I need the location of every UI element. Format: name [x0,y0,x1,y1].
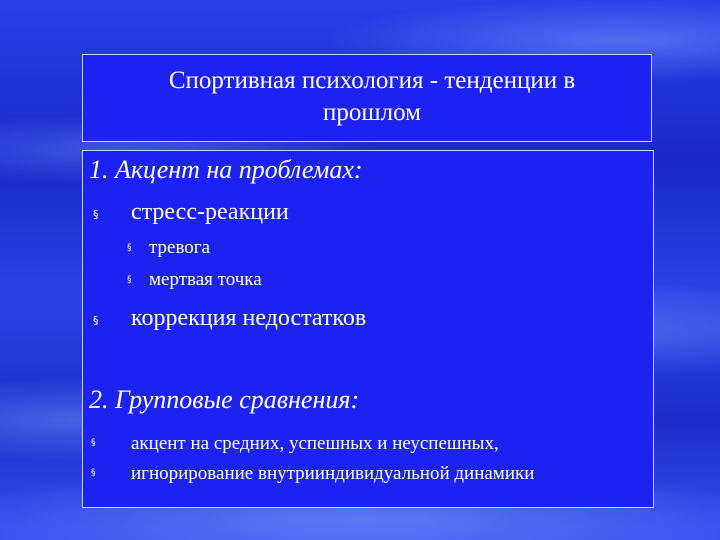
bullet-icon: § [91,468,96,478]
slide-title-line1: Спортивная психология - тенденции в [168,67,576,94]
list-item-label: стресс-реакции [131,199,289,225]
list-item-label: акцент на средних, успешных и неуспешных, [131,433,499,454]
bullet-icon: § [93,314,99,327]
bullet-icon: § [93,208,99,221]
list-item [83,463,653,487]
list-item-correction [83,305,653,335]
slide-content-box [82,150,654,508]
list-item-label: игнорирование внутрииндивидуальной динамики [131,463,535,484]
sub-list-item [83,237,653,261]
list-item-label: коррекция недостатков [131,305,367,331]
sub-list-item-label: мертвая точка [149,269,262,290]
bullet-icon: § [91,438,96,448]
section1-heading: 1. Акцент на проблемах: [89,155,363,184]
list-item-stress [83,199,653,229]
section2-heading: 2. Групповые сравнения: [89,385,360,414]
bullet-icon: § [127,275,132,285]
bullet-icon: § [127,243,132,253]
list-item [83,433,653,457]
slide-title-line2: прошлом [323,99,421,126]
sub-list-item-label: тревога [149,237,211,258]
slide-title-box [82,54,652,142]
sub-list-item [83,269,653,293]
